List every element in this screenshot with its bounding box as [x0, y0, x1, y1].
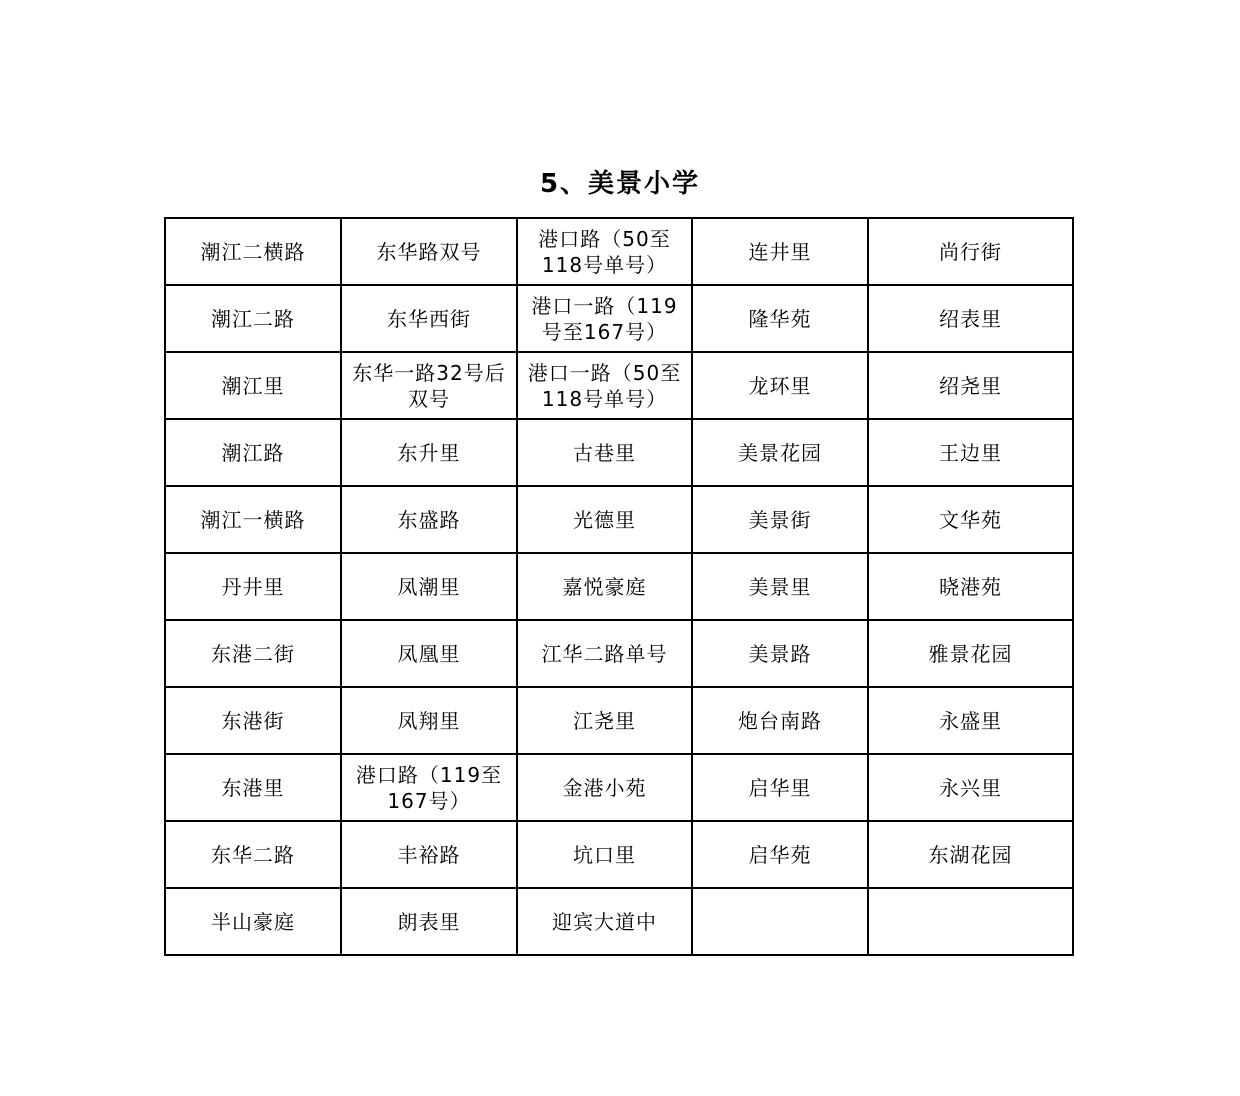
table-cell: 丹井里	[165, 553, 341, 620]
table-row	[165, 553, 1073, 620]
street-table	[164, 217, 1074, 956]
table-cell: 东华路双号	[341, 218, 517, 285]
table-cell: 美景里	[692, 553, 868, 620]
table-cell: 潮江里	[165, 352, 341, 419]
table-row	[165, 620, 1073, 687]
table-cell: 丰裕路	[341, 821, 517, 888]
table-cell: 东港街	[165, 687, 341, 754]
table-row	[165, 419, 1073, 486]
street-table-body	[165, 218, 1073, 955]
table-cell: 凤潮里	[341, 553, 517, 620]
page-title: 5、美景小学	[539, 169, 701, 199]
table-cell: 连井里	[692, 218, 868, 285]
table-cell	[692, 888, 868, 955]
table-cell: 绍表里	[868, 285, 1073, 352]
table-cell: 嘉悦豪庭	[517, 553, 692, 620]
table-row	[165, 888, 1073, 955]
table-cell: 美景花园	[692, 419, 868, 486]
table-cell: 晓港苑	[868, 553, 1073, 620]
table-cell: 东港二街	[165, 620, 341, 687]
table-cell: 东华西街	[341, 285, 517, 352]
table-cell: 永盛里	[868, 687, 1073, 754]
table-cell: 东盛路	[341, 486, 517, 553]
table-cell: 迎宾大道中	[517, 888, 692, 955]
table-cell: 朗表里	[341, 888, 517, 955]
table-cell: 港口一路（50至118号单号）	[517, 352, 692, 419]
table-row	[165, 486, 1073, 553]
table-cell: 王边里	[868, 419, 1073, 486]
table-cell: 港口路（119至167号）	[341, 754, 517, 821]
table-cell	[868, 888, 1073, 955]
table-cell: 东华一路32号后双号	[341, 352, 517, 419]
table-cell: 东升里	[341, 419, 517, 486]
table-cell: 潮江一横路	[165, 486, 341, 553]
table-cell: 凤凰里	[341, 620, 517, 687]
table-cell: 潮江路	[165, 419, 341, 486]
table-row	[165, 754, 1073, 821]
table-cell: 金港小苑	[517, 754, 692, 821]
table-cell: 潮江二路	[165, 285, 341, 352]
table-cell: 隆华苑	[692, 285, 868, 352]
table-cell: 光德里	[517, 486, 692, 553]
table-row	[165, 352, 1073, 419]
table-cell: 坑口里	[517, 821, 692, 888]
table-cell: 港口路（50至118号单号）	[517, 218, 692, 285]
table-cell: 龙环里	[692, 352, 868, 419]
table-cell: 绍尧里	[868, 352, 1073, 419]
table-row	[165, 687, 1073, 754]
table-cell: 潮江二横路	[165, 218, 341, 285]
table-cell: 东湖花园	[868, 821, 1073, 888]
table-cell: 炮台南路	[692, 687, 868, 754]
table-cell: 美景街	[692, 486, 868, 553]
table-cell: 港口一路（119号至167号）	[517, 285, 692, 352]
table-row	[165, 285, 1073, 352]
table-cell: 凤翔里	[341, 687, 517, 754]
table-cell: 启华里	[692, 754, 868, 821]
table-row	[165, 821, 1073, 888]
table-cell: 尚行街	[868, 218, 1073, 285]
table-cell: 雅景花园	[868, 620, 1073, 687]
table-cell: 东华二路	[165, 821, 341, 888]
table-cell: 古巷里	[517, 419, 692, 486]
table-cell: 江华二路单号	[517, 620, 692, 687]
table-cell: 美景路	[692, 620, 868, 687]
table-cell: 半山豪庭	[165, 888, 341, 955]
table-row	[165, 218, 1073, 285]
table-cell: 东港里	[165, 754, 341, 821]
table-cell: 江尧里	[517, 687, 692, 754]
table-cell: 启华苑	[692, 821, 868, 888]
table-cell: 永兴里	[868, 754, 1073, 821]
table-cell: 文华苑	[868, 486, 1073, 553]
